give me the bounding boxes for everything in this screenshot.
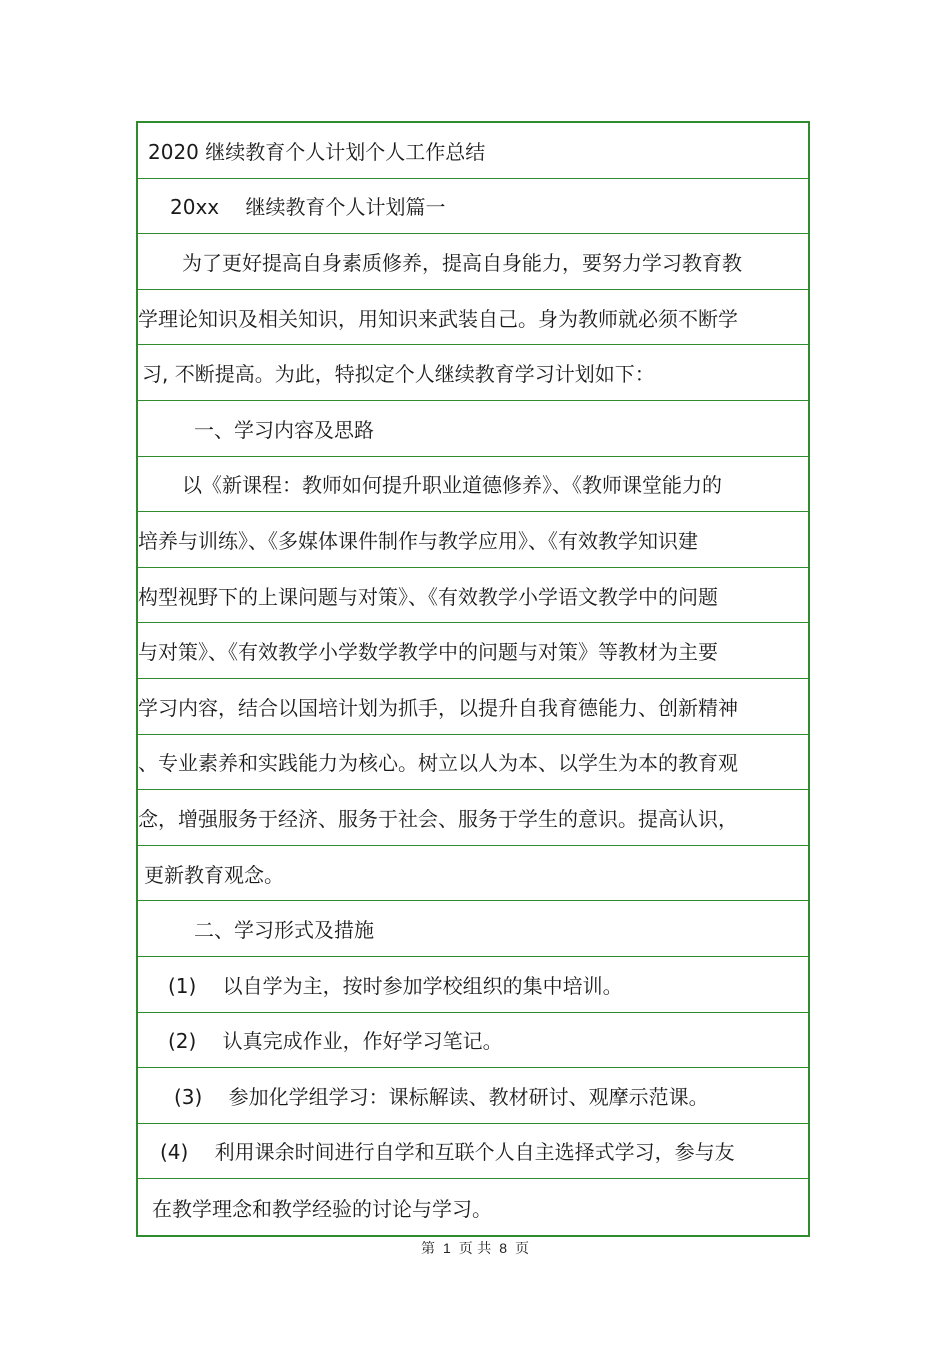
row-text: 念，增强服务于经济、服务于社会、服务于学生的意识。提高认识， (138, 806, 738, 831)
row-text: 、专业素养和实践能力为核心。树立以人为本、以学生为本的教育观 (138, 751, 738, 776)
list-item-row (138, 957, 808, 1013)
page-footer (0, 1238, 950, 1258)
document-table (136, 121, 810, 1237)
text-row (138, 290, 808, 346)
row-text: 学理论知识及相关知识，用知识来武装自己。身为教师就必须不断学 (138, 306, 738, 331)
list-item-row (138, 1124, 808, 1180)
row-text: 一、学习内容及思路 (194, 417, 374, 442)
row-text: 在教学理念和教学经验的讨论与学习。 (152, 1196, 492, 1221)
list-item-row (138, 1013, 808, 1069)
text-row (138, 679, 808, 735)
footer-prefix: 第 (420, 1241, 435, 1257)
row-text: 学习内容，结合以国培计划为抓手，以提升自我育德能力、创新精神 (138, 695, 738, 720)
row-text: (2) 认真完成作业，作好学习笔记。 (168, 1029, 503, 1054)
text-row (138, 846, 808, 902)
row-text: (1) 以自学为主，按时参加学校组织的集中培训。 (168, 973, 623, 998)
row-text: 20xx 继续教育个人计划篇一 (170, 195, 446, 220)
row-text: 构型视野下的上课问题与对策》、《有效教学小学语文教学中的问题 (138, 584, 718, 609)
footer-suffix: 页 (515, 1241, 530, 1257)
text-row (138, 512, 808, 568)
row-text: 更新教育观念。 (144, 862, 284, 887)
text-row (138, 568, 808, 624)
row-text: 习, 不断提高。为此，特拟定个人继续教育学习计划如下： (142, 362, 655, 387)
text-row (138, 735, 808, 791)
text-row (138, 1179, 808, 1235)
text-row (138, 345, 808, 401)
total-pages: 8 (499, 1240, 508, 1256)
subtitle-row (138, 179, 808, 235)
row-text: 培养与训练》、《多媒体课件制作与教学应用》、《有效教学知识建 (138, 528, 698, 553)
row-text: 为了更好提高自身素质修养，提高自身能力，要努力学习教育教 (182, 250, 742, 275)
title-row (138, 123, 808, 179)
row-text: 以《新课程：教师如何提升职业道德修养》、《教师课堂能力的 (182, 473, 722, 498)
text-row (138, 457, 808, 513)
row-text: (3) 参加化学组学习：课标解读、教材研讨、观摩示范课。 (174, 1084, 709, 1109)
row-text: (4) 利用课余时间进行自学和互联个人自主选择式学习，参与友 (160, 1140, 735, 1165)
row-text: 二、学习形式及措施 (194, 918, 374, 943)
text-row (138, 234, 808, 290)
footer-middle: 页 共 (458, 1241, 492, 1257)
section-heading-row (138, 401, 808, 457)
list-item-row (138, 1068, 808, 1124)
row-text: 与对策》、《有效教学小学数学教学中的问题与对策》等教材为主要 (138, 640, 718, 665)
text-row (138, 623, 808, 679)
section-heading-row (138, 901, 808, 957)
text-row (138, 790, 808, 846)
page-number: 1 (442, 1240, 451, 1256)
row-text: 2020 继续教育个人计划个人工作总结 (148, 139, 486, 164)
